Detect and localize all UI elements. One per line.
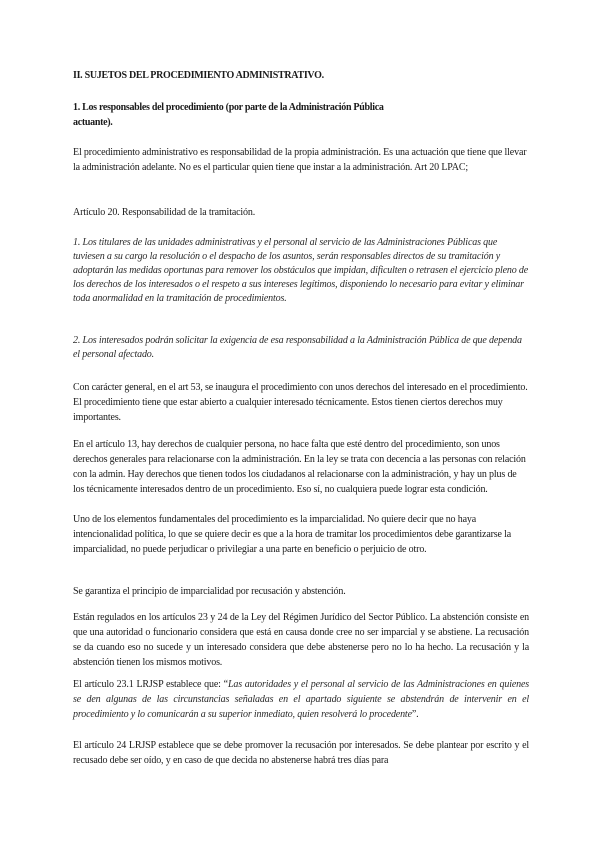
art13-paragraph: En el artículo 13, hay derechos de cualquier persona, no hace falta que esté dentro del procedimiento, son unos derechos generales para relacionarse con la administración. En la ley se trata con decencia a las personas con relación con la admin. Hay derechos que tienen todos los ciudadanos al relacionarse con la administración, y hay un plus de los técnicamente interesados dentro de un procedimiento. Eso sí, no cualquiera puede lograr esta condición. bbox=[73, 439, 526, 495]
art-23-1-paragraph bbox=[73, 677, 529, 722]
art-23-1-quote: Las autoridades y el personal al servicio de las Administraciones en quienes se den algunas de las circunstancias señaladas en el apartado siguiente se abstendrán de intervenir en el procedimiento y lo comunicarán a su superior inmediato, quien resolverá lo procedente bbox=[73, 679, 529, 720]
intro-paragraph: El procedimiento administrativo es responsabilidad de la propia administración. Es una actuación que tiene que llevar la administración adelante. No es el particular quien tiene que instar a la administración. Art 20 LPAC; bbox=[73, 147, 527, 173]
garantia-paragraph: Se garantiza el principio de imparcialidad por recusación y abstención. bbox=[73, 586, 346, 597]
subsection-title-line1: 1. Los responsables del procedimiento (por parte de la Administración Pública bbox=[73, 102, 384, 113]
article-20-clause-1: 1. Los titulares de las unidades administrativas y el personal al servicio de las Administraciones Públicas que tuviesen a su cargo la resolución o el despacho de los asuntos, serán responsables directos de su tramitación y adoptarán las medidas oportunas para remover los obstáculos que impidan, dificulten o retrasen el ejercicio pleno de los derechos de los interesados o el respeto a sus intereses legítimos, disponiendo lo necesario para evitar y eliminar toda anormalidad en la tramitación de procedimientos. bbox=[73, 237, 529, 304]
imparcialidad-paragraph: Uno de los elementos fundamentales del procedimiento es la imparcialidad. No quiere decir que no haya intencionalidad política, lo que se quiere decir es que a la hora de tramitar los procedimientos debe garantizarse la imparcialidad, no puede perjudicar o privilegiar a una parte en beneficio o perjuicio de otro. bbox=[73, 514, 512, 555]
art-24-paragraph: El artículo 24 LRJSP establece que se debe promover la recusación por interesados. Se debe plantear por escrito y el recusado debe ser oído, y en caso de que decida no abstenerse habrá tres días para bbox=[73, 740, 529, 766]
article-20-clause-2: 2. Los interesados podrán solicitar la exigencia de esa responsabilidad a la Administración Pública de que dependa el personal afectado. bbox=[73, 335, 522, 360]
art-23-1-tail: ”. bbox=[411, 709, 419, 720]
art53-paragraph: Con carácter general, en el art 53, se inaugura el procedimiento con unos derechos del interesado en el procedimiento. El procedimiento tiene que estar abierto a cualquier interesado técnicamente. Estos tienen ciertos derechos muy importantes. bbox=[73, 382, 528, 423]
subsection-title-line2: actuante). bbox=[73, 117, 113, 128]
art-23-1-lead: El artículo 23.1 LRJSP establece que: “ bbox=[73, 679, 228, 690]
article-20-title: Artículo 20. Responsabilidad de la tramitación. bbox=[73, 207, 256, 218]
subsection-title bbox=[73, 100, 529, 130]
section-title: II. SUJETOS DEL PROCEDIMIENTO ADMINISTRATIVO. bbox=[73, 70, 324, 81]
regulacion-paragraph: Están regulados en los artículos 23 y 24 de la Ley del Régimen Jurídico del Sector Público. La abstención consiste en que una autoridad o funcionario considera que está en causa donde cree no ser imparcial y se abstiene. La recusación se da cuando eso no sucede y un interesado considera que debe abstenerse pero no lo ha hecho. La recusación y la abstención tienen los mismos motivos. bbox=[73, 612, 529, 668]
